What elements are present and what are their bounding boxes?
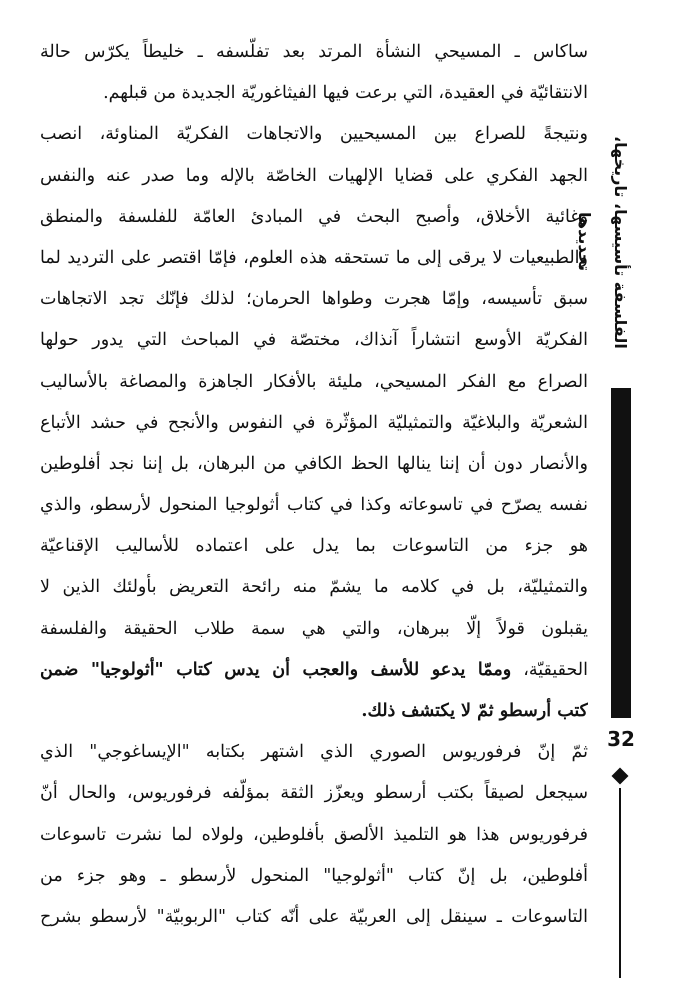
- body-text: [40, 32, 588, 938]
- paragraph-2: [40, 114, 588, 732]
- bold-text-segment: وممّا يدعو للأسف والعجب أن يدس كتاب "أثولوجيا" ضمن: [40, 659, 512, 680]
- mixed-text-line: [40, 650, 588, 691]
- text-segment: الحقيقيّة،: [511, 659, 588, 680]
- page-number: 32: [607, 727, 635, 751]
- text-line: هو جزء من التاسوعات بما يدل على اعتماده للأساليب الإقناعيّة: [40, 536, 588, 557]
- page-sidebar: [575, 112, 640, 982]
- text-line: الجهد الفكري على قضايا الإلهيات الخاصّة بالإله وما صدر عنه والنفس: [40, 165, 588, 186]
- text-line: التاسوعات ـ سينقل إلى العربيّة على أنّه كتاب "الربوبيّة" لأرسطو بشرح: [40, 906, 588, 927]
- text-line: سيجعل لصيقاً بكتب أرسطو ويعزّز الثقة بمؤلّفه فرفوريوس، والحال أنّ: [40, 783, 588, 804]
- text-line: ونتيجةً للصراع بين المسيحيين والاتجاهات الفكريّة المناوئة، انصب: [40, 124, 588, 145]
- text-line: فرفوريوس هذا هو التلميذ الألصق بأفلوطين، ولولاه لما نشرت تاسوعات: [40, 824, 588, 845]
- text-line: ساكاس ـ المسيحي النشأة المرتد بعد تفلّسفه ـ خليطاً يكرّس حالة: [40, 42, 588, 62]
- text-line: نفسه يصرّح في تاسوعاته وكذا في كتاب أثولوجيا المنحول لأرسطو، والذي: [40, 495, 588, 516]
- text-line: والطبيعيات لا يرقى إلى ما تستحقه هذه العلوم، فإمّا اقتصر على الترديد لما: [40, 247, 588, 268]
- diamond-ornament: [612, 768, 629, 785]
- decorative-bar: [611, 388, 631, 718]
- text-line: أفلوطين، بل إنّ كتاب "أثولوجيا" المنحول لأرسطو ـ وهو جزء من: [40, 865, 588, 886]
- text-line: والأنصار دون أن إننا ينالها الحظ الكافي من البرهان، بل إننا نجد أفلوطين: [40, 453, 588, 474]
- text-line: يقبلون قولاً إلّا ببرهان، والتي هي سمة طلاب الحقيقة والفلسفة: [40, 618, 588, 639]
- bold-text-line: كتب أرسطو ثمّ لا يكتشف ذلك.: [361, 701, 588, 721]
- text-line: الصراع مع الفكر المسيحي، مليئة بالأفكار الجاهزة والمصاغة بالأساليب: [40, 371, 588, 392]
- paragraph-3: [40, 732, 588, 938]
- text-line: ثمّ إنّ فرفوريوس الصوري الذي اشتهر بكتابه "الإيساغوجي" الذي: [40, 742, 588, 763]
- text-line: وغائية الأخلاق، وأصبح البحث في المبادئ العامّة للفلسفة والمنطق: [40, 206, 588, 227]
- text-line: والتمثيليّة، بل في كلامه ما يشمّ منه رائحة التعريض بأولئك الذين لا: [40, 577, 588, 598]
- text-line: الانتقائيّة في العقيدة، التي برعت فيها الفيثاغوريّة الجديدة من قبلهم.: [103, 83, 588, 104]
- text-line: الفكريّة الأوسع انتشاراً آنذاك، مختصّة في المباحث التي يدور حولها: [40, 330, 588, 351]
- text-line: الشعريّة والبلاغيّة والتمثيليّة المؤثّرة في النفوس والأنجح في حشد الأتباع: [40, 412, 588, 433]
- vertical-rule: [619, 788, 621, 978]
- text-line: سبق تأسيسه، وإمّا هجرت وطواها الحرمان؛ لذلك فإنّك تجد الاتجاهات: [40, 289, 588, 310]
- running-title: الفلسفة تأسيسها، تاريخها، تجديدها: [575, 135, 630, 349]
- paragraph-1: [40, 32, 588, 114]
